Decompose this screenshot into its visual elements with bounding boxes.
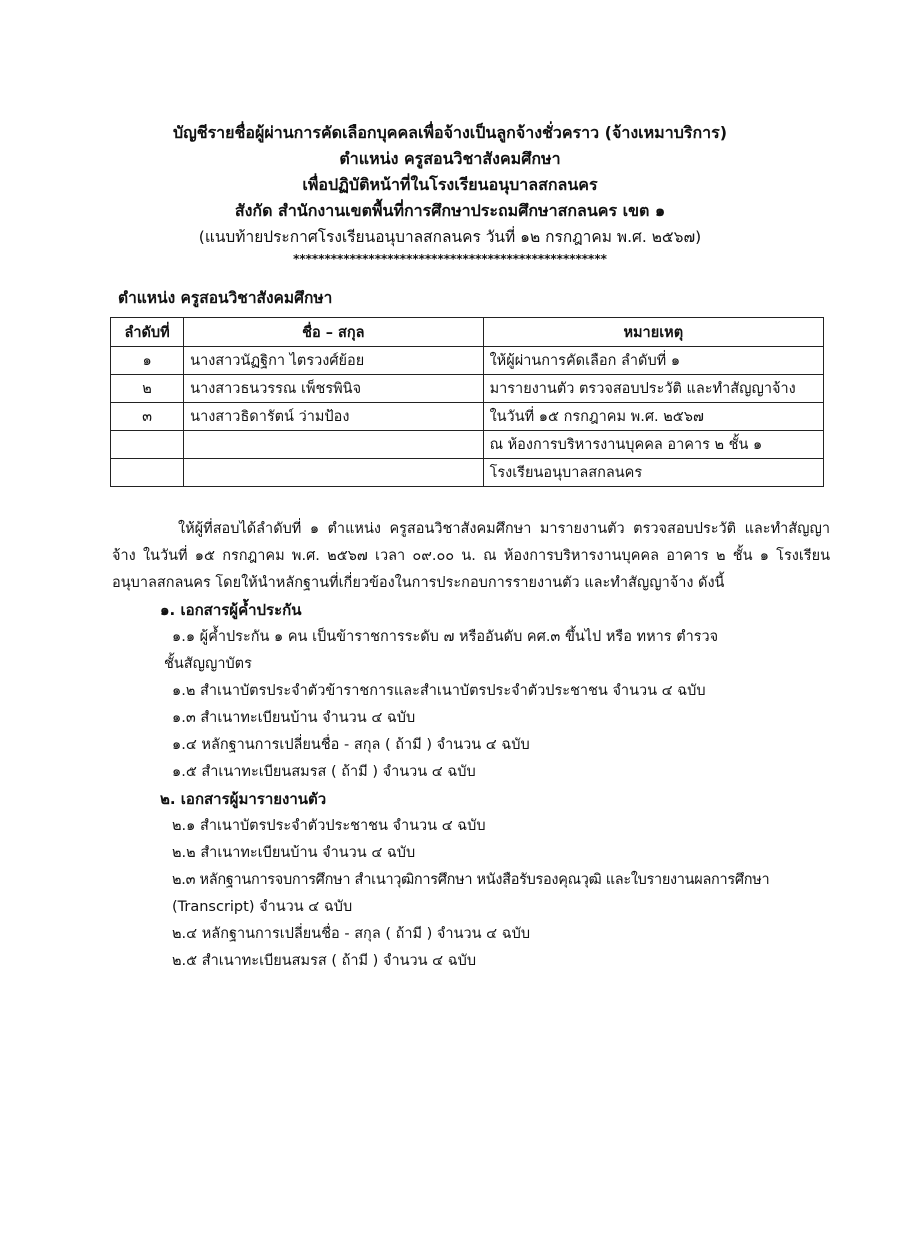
row-order <box>111 459 184 487</box>
list-item: ๒.๔ หลักฐานการเปลี่ยนชื่อ - สกุล ( ถ้ามี ) จำนวน ๔ ฉบับ <box>172 926 531 942</box>
row-remark: ให้ผู้ผ่านการคัดเลือก ลำดับที่ ๑ <box>483 347 823 375</box>
row-order: ๑ <box>111 347 184 375</box>
row-name: นางสาวธิดารัตน์ ว่ามป้อง <box>184 403 483 431</box>
table-row <box>111 375 824 403</box>
row-name <box>184 459 483 487</box>
list-item: ชั้นสัญญาบัตร <box>164 656 252 672</box>
section-guarantor-title: ๑. เอกสารผู้ค้ำประกัน <box>160 601 302 619</box>
list-item: ๑.๑ ผู้ค้ำประกัน ๑ คน เป็นข้าราชการระดับ ๗ หรืออันดับ คศ.๓ ขึ้นไป หรือ ทหาร ตำรวจ <box>172 629 719 645</box>
list-item: ๑.๒ สำเนาบัตรประจำตัวข้าราชการและสำเนาบัตรประจำตัวประชาชน จำนวน ๔ ฉบับ <box>172 683 706 699</box>
row-name: นางสาวธนวรรณ เพ็ชรพินิจ <box>184 375 483 403</box>
row-name <box>184 431 483 459</box>
document-title: บัญชีรายชื่อผู้ผ่านการคัดเลือกบุคคลเพื่อจ้างเป็นลูกจ้างชั่วคราว (จ้างเหมาบริการ) <box>172 123 728 142</box>
document-header <box>110 120 790 268</box>
row-order: ๓ <box>111 403 184 431</box>
row-remark: ในวันที่ ๑๕ กรกฎาคม พ.ศ. ๒๕๖๗ <box>483 403 823 431</box>
column-header-remark: หมายเหตุ <box>483 318 823 347</box>
row-order: ๒ <box>111 375 184 403</box>
list-item: ๑.๓ สำเนาทะเบียนบ้าน จำนวน ๔ ฉบับ <box>172 710 416 726</box>
column-header-name: ชื่อ – สกุล <box>184 318 483 347</box>
separator-line: ************************************************** <box>293 252 607 266</box>
list-item: ๒.๑ สำเนาบัตรประจำตัวประชาชน จำนวน ๔ ฉบับ <box>172 818 486 834</box>
row-name: นางสาวนัฏฐิกา ไตรวงศ์ย้อย <box>184 347 483 375</box>
section-reporter-title: ๒. เอกสารผู้มารายงานตัว <box>160 790 327 808</box>
list-item: ๑.๔ หลักฐานการเปลี่ยนชื่อ - สกุล ( ถ้ามี ) จำนวน ๔ ฉบับ <box>172 737 530 753</box>
table-row <box>111 459 824 487</box>
header-duty: เพื่อปฏิบัติหน้าที่ในโรงเรียนอนุบาลสกลนคร <box>302 175 598 194</box>
list-item: ๒.๓ หลักฐานการจบการศึกษา สำเนาวุฒิการศึกษา หนังสือรับรองคุณวุฒิ และใบรายงานผลการศึกษา <box>172 872 770 888</box>
row-remark: โรงเรียนอนุบาลสกลนคร <box>483 459 823 487</box>
header-affiliation: สังกัด สำนักงานเขตพื้นที่การศึกษาประถมศึกษาสกลนคร เขต ๑ <box>234 201 666 220</box>
header-position: ตำแหน่ง ครูสอนวิชาสังคมศึกษา <box>339 149 561 168</box>
header-annex: (แนบท้ายประกาศโรงเรียนอนุบาลสกลนคร วันที่ ๑๒ กรกฎาคม พ.ศ. ๒๕๖๗) <box>198 228 702 246</box>
column-header-order: ลำดับที่ <box>111 318 184 347</box>
list-item: ๒.๒ สำเนาทะเบียนบ้าน จำนวน ๔ ฉบับ <box>172 845 416 861</box>
row-remark: มารายงานตัว ตรวจสอบประวัติ และทำสัญญาจ้าง <box>483 375 823 403</box>
row-remark: ณ ห้องการบริหารงานบุคคล อาคาร ๒ ชั้น ๑ <box>483 431 823 459</box>
document-body <box>112 516 830 975</box>
instruction-paragraph: ให้ผู้ที่สอบได้ลำดับที่ ๑ ตำแหน่ง ครูสอนวิชาสังคมศึกษา มารายงานตัว ตรวจสอบประวัติ และทำสัญญาจ้าง ในวันที่ ๑๕ กรกฎาคม พ.ศ. ๒๕๖๗ เวลา ๐๙.๐๐ น. ณ ห้องการบริหารงานบุคคล อาคาร ๒ ชั้น ๑ โรงเรียนอนุบาลสกลนคร โดยให้นำหลักฐานที่เกี่ยวข้องในการประกอบการรายงานตัว และทำสัญญาจ้าง ดังนี้ <box>112 521 830 591</box>
table-row <box>111 347 824 375</box>
candidate-table <box>110 317 824 487</box>
list-item: ๒.๕ สำเนาทะเบียนสมรส ( ถ้ามี ) จำนวน ๔ ฉบับ <box>172 953 477 969</box>
list-item: ๑.๕ สำเนาทะเบียนสมรส ( ถ้ามี ) จำนวน ๔ ฉบับ <box>172 764 476 780</box>
table-row <box>111 431 824 459</box>
row-order <box>111 431 184 459</box>
position-label: ตำแหน่ง ครูสอนวิชาสังคมศึกษา <box>118 289 333 307</box>
table-row <box>111 403 824 431</box>
list-item: (Transcript) จำนวน ๔ ฉบับ <box>172 899 353 915</box>
table-header-row <box>111 318 824 347</box>
